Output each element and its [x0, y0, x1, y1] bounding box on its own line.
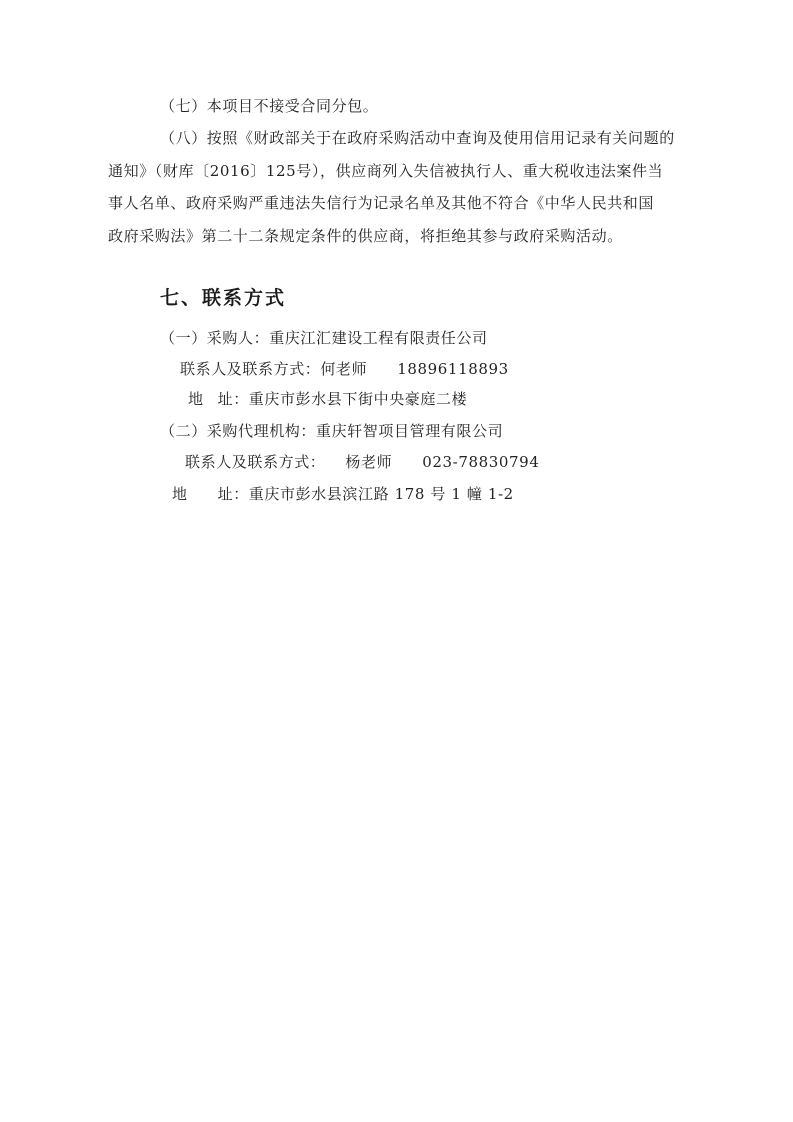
item-7-no-subcontract: （七）本项目不接受合同分包。 [160, 97, 379, 115]
agency-line: （二）采购代理机构：重庆轩智项目管理有限公司 [160, 422, 504, 440]
agency-contact-label: 联系人及联系方式： [185, 453, 326, 471]
purchaser-address [188, 384, 467, 414]
agency-address-label-1: 地 [172, 485, 188, 503]
item-8-line-1: （八）按照《财政部关于在政府采购活动中查询及使用信用记录有关问题的 [160, 129, 675, 147]
item-8-line-3: 事人名单、政府采购严重违法失信行为记录名单及其他不符合《中华人民共和国 [108, 194, 655, 212]
purchaser-contact [180, 354, 509, 384]
purchaser-address-label-1: 地 [188, 390, 204, 408]
agency-contact-phone: 023-78830794 [422, 453, 540, 471]
item-8-line-4: 政府采购法》第二十二条规定条件的供应商，将拒绝其参与政府采购活动。 [108, 227, 623, 245]
item-8-line-2: 通知》（财库〔2016〕125号），供应商列入失信被执行人、重大税收违法案件当 [108, 162, 664, 180]
agency-contact [185, 447, 539, 477]
purchaser-contact-phone: 18896118893 [397, 360, 509, 378]
section-heading-contact: 七、联系方式 [160, 287, 287, 309]
purchaser-contact-label: 联系人及联系方式：何老师 [180, 360, 368, 378]
agency-contact-name: 杨老师 [345, 453, 393, 471]
agency-address [172, 479, 514, 509]
agency-address-text: 址：重庆市彭水县滨江路 178 号 1 幢 1-2 [217, 485, 514, 503]
purchaser-line: （一）采购人：重庆江汇建设工程有限责任公司 [160, 329, 488, 347]
purchaser-address-text: 址：重庆市彭水县下街中央豪庭二楼 [217, 390, 468, 408]
